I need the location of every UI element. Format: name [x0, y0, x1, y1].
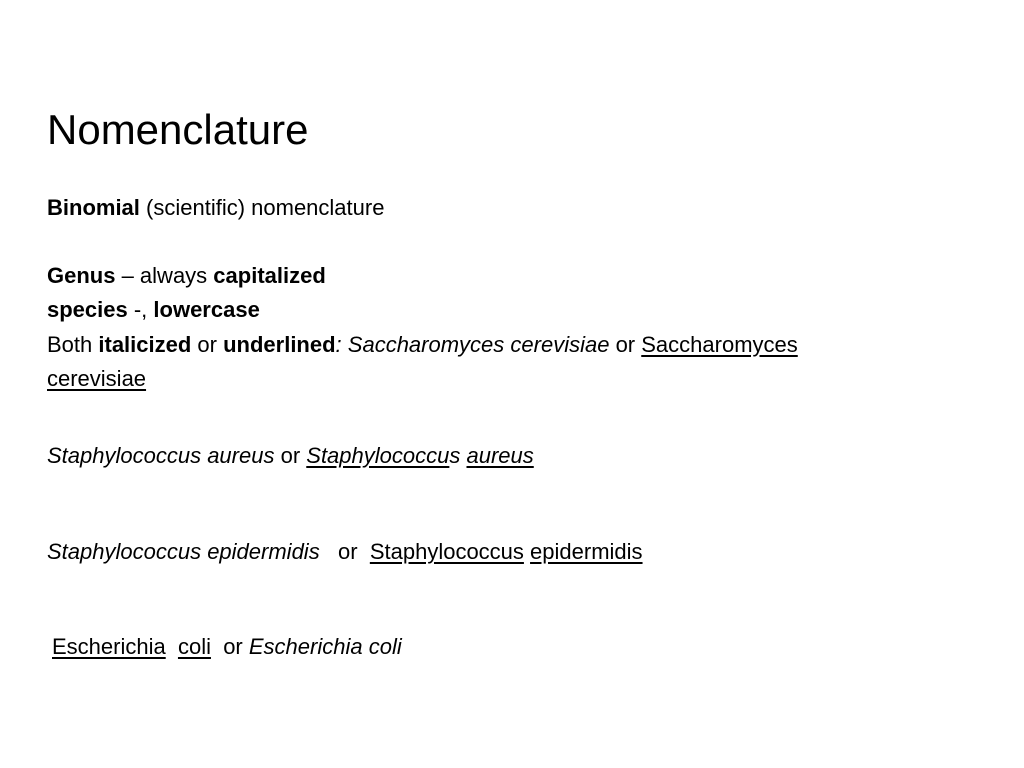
genus-line	[47, 262, 326, 290]
both-italicized: italicized	[98, 332, 192, 357]
staph-epidermidis-or: or	[319, 539, 370, 564]
ecoli-italic: Escherichia coli	[248, 634, 402, 659]
staph-aureus-italic: Staphylococcus aureus	[47, 443, 275, 468]
staph-aureus-underlined-genus: Staphylococcu	[306, 443, 450, 468]
genus-middle: – always	[115, 263, 214, 288]
ecoli-underlined-genus: Escherichia	[52, 634, 166, 659]
example-italic-saccharomyces: Saccharomyces cerevisiae	[347, 332, 610, 357]
example-underlined-species: cerevisiae	[47, 366, 147, 391]
both-line	[47, 331, 798, 359]
species-middle: -,	[127, 297, 154, 322]
species-rule: lowercase	[153, 297, 260, 322]
ecoli-gap	[166, 634, 178, 659]
slide-title: Nomenclature	[47, 106, 309, 153]
genus-rule: capitalized	[213, 263, 326, 288]
both-line-continued	[47, 365, 146, 393]
staph-aureus-or: or	[274, 443, 307, 468]
both-underlined: underlined	[223, 332, 336, 357]
binomial-rest: (scientific) nomenclature	[139, 195, 385, 220]
staph-aureus-underlined-species: aureus	[466, 443, 534, 468]
binomial-line	[47, 194, 384, 222]
staph-epidermidis-underlined-genus: Staphylococcus	[369, 539, 524, 564]
both-prefix: Both	[47, 332, 99, 357]
staph-epidermidis-italic: Staphylococcus epidermidis	[47, 539, 320, 564]
example-underlined-genus: Saccharomyces	[641, 332, 798, 357]
binomial-term: Binomial	[47, 195, 140, 220]
genus-term: Genus	[47, 263, 116, 288]
ecoli-underlined-species: coli	[177, 634, 211, 659]
example-or: or	[609, 332, 642, 357]
both-or: or	[191, 332, 224, 357]
staph-aureus-line	[47, 442, 534, 470]
staph-epidermidis-underlined-species: epidermidis	[530, 539, 643, 564]
staph-epidermidis-line	[47, 538, 643, 566]
both-colon: :	[335, 332, 348, 357]
ecoli-or: or	[210, 634, 249, 659]
ecoli-line	[52, 633, 402, 661]
species-term: species	[47, 297, 128, 322]
species-line	[47, 296, 260, 324]
staph-aureus-genus-tail: s	[449, 443, 461, 468]
